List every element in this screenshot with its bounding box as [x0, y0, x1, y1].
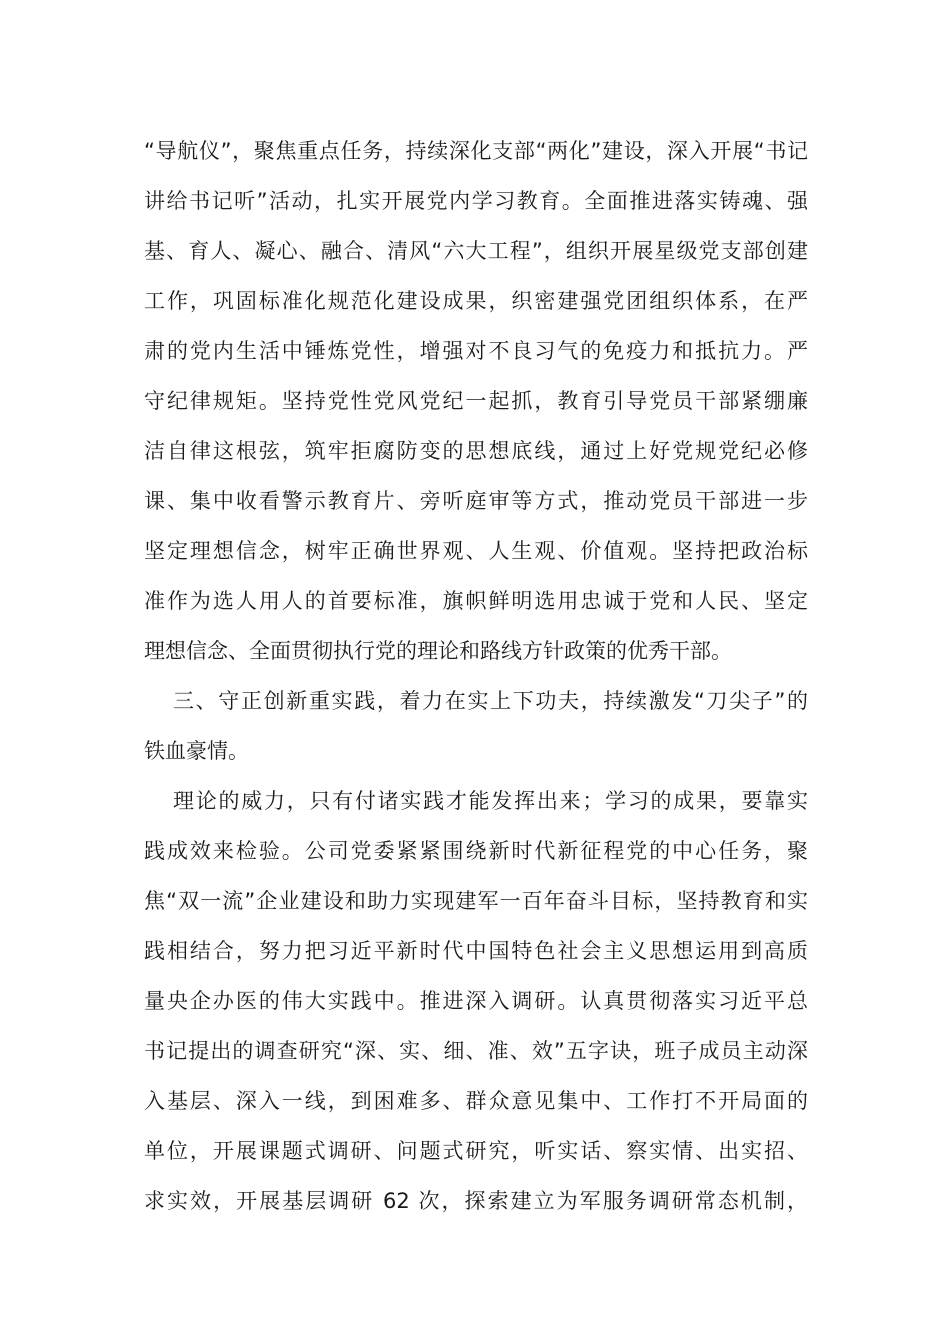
section-heading-line: 铁血豪情。: [144, 739, 249, 763]
text-line: 践成效来检验。公司党委紧紧围绕新时代新征程党的中心任务，聚: [144, 839, 808, 863]
text-line: 洁自律这根弦，筑牢拒腐防变的思想底线，通过上好党规党纪必修: [144, 439, 808, 463]
text-line: 入基层、深入一线，到困难多、群众意见集中、工作打不开局面的: [144, 1089, 808, 1113]
text-line: 肃的党内生活中锤炼党性，增强对不良习气的免疫力和抵抗力。严: [144, 339, 808, 363]
text-line: 践相结合，努力把习近平新时代中国特色社会主义思想运用到高质: [144, 939, 808, 963]
text-line: 工作，巩固标准化规范化建设成果，织密建强党团组织体系，在严: [144, 289, 808, 313]
text-line: 基、育人、凝心、融合、清风“六大工程”，组织开展星级党支部创建: [144, 239, 808, 263]
text-line: 坚定理想信念，树牢正确世界观、人生观、价值观。坚持把政治标: [144, 539, 808, 563]
text-line: 焦“双一流”企业建设和助力实现建军一百年奋斗目标，坚持教育和实: [144, 889, 808, 913]
text-line: 量央企办医的伟大实践中。推进深入调研。认真贯彻落实习近平总: [144, 989, 808, 1013]
text-line: 单位，开展课题式调研、问题式研究，听实话、察实情、出实招、: [144, 1139, 808, 1163]
text-line: 求实效，开展基层调研 62 次，探索建立为军服务调研常态机制，: [144, 1189, 808, 1213]
body-text: [144, 126, 808, 1226]
text-line: 守纪律规矩。坚持党性党风党纪一起抓，教育引导党员干部紧绷廉: [144, 389, 808, 413]
section-heading-line: 三、守正创新重实践，着力在实上下功夫，持续激发“刀尖子”的: [173, 689, 808, 713]
text-line: “导航仪”，聚焦重点任务，持续深化支部“两化”建设，深入开展“书记: [144, 139, 808, 163]
text-line: 准作为选人用人的首要标准，旗帜鲜明选用忠诚于党和人民、坚定: [144, 589, 808, 613]
text-line: 书记提出的调查研究“深、实、细、准、效”五字诀，班子成员主动深: [144, 1039, 808, 1063]
text-line: 理论的威力，只有付诸实践才能发挥出来；学习的成果，要靠实: [173, 789, 808, 813]
text-line: 理想信念、全面贯彻执行党的理论和路线方针政策的优秀干部。: [144, 639, 732, 663]
text-line: 课、集中收看警示教育片、旁听庭审等方式，推动党员干部进一步: [144, 489, 808, 513]
text-line: 讲给书记听”活动，扎实开展党内学习教育。全面推进落实铸魂、强: [144, 189, 808, 213]
